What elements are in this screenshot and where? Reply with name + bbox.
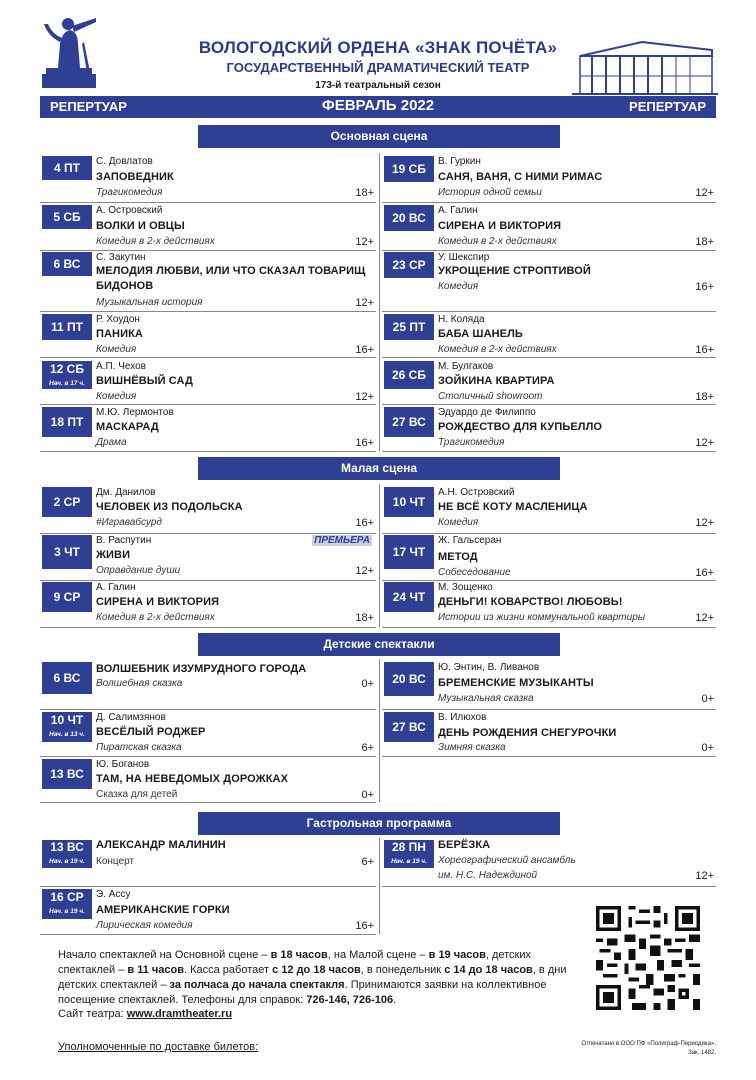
show-genre: Комедия в 2-х действиях	[96, 236, 215, 247]
row-divider	[382, 250, 716, 251]
theatre-title-line1: ВОЛОГОДСКИЙ ОРДЕНА «ЗНАК ПОЧЁТА»	[198, 38, 558, 57]
repertoire-label-left: РЕПЕРТУАР	[50, 99, 127, 114]
date-badge: 27 ВС	[384, 407, 434, 437]
date-badge: 5 СБ	[42, 205, 92, 229]
date-badge: 23 СР	[384, 252, 434, 278]
show-item	[382, 407, 716, 451]
date-badge: 13 ВС Нач. в 19 ч.	[42, 840, 92, 868]
date-badge: 24 ЧТ	[384, 582, 434, 612]
show-item	[382, 840, 716, 886]
date-badge: 3 ЧТ	[42, 535, 92, 569]
show-genre: Трагикомедия	[438, 437, 505, 448]
show-genre: Комедия в 2-х действиях	[96, 612, 215, 623]
age-rating: 12+	[695, 437, 714, 449]
column-divider	[379, 153, 380, 451]
show-author: А.П. Чехов	[96, 361, 146, 372]
show-title: БАБА ШАНЕЛЬ	[438, 328, 523, 340]
age-rating: 16+	[355, 437, 374, 449]
show-author: М. Булгаков	[438, 361, 494, 372]
row-divider	[382, 357, 716, 358]
show-title: ДЕНЬ РОЖДЕНИЯ СНЕГУРОЧКИ	[438, 727, 617, 739]
show-item	[40, 156, 376, 200]
show-item	[382, 156, 716, 200]
age-rating: 16+	[695, 344, 714, 356]
age-rating: 0+	[361, 789, 374, 801]
show-author: Ю. Боганов	[96, 759, 150, 770]
show-author: Ю. Энтин, В. Ливанов	[438, 662, 540, 673]
show-item	[40, 662, 376, 706]
show-genre: Собеседование	[438, 567, 511, 578]
show-genre: Зимняя сказка	[438, 742, 506, 753]
date-badge: 25 ПТ	[384, 314, 434, 340]
show-title: ВЕСЁЛЫЙ РОДЖЕР	[96, 726, 206, 738]
show-genre: Оправдание души	[96, 565, 181, 576]
age-rating: 12+	[355, 565, 374, 577]
date-badge: 18 ПТ	[42, 407, 92, 437]
row-divider	[382, 886, 716, 887]
qr-code-icon[interactable]	[596, 906, 700, 1010]
age-rating: 16+	[355, 517, 374, 529]
show-author: В. Гуркин	[438, 156, 481, 167]
repertoire-label-right: РЕПЕРТУАР	[629, 99, 706, 114]
show-author: А. Островский	[96, 205, 163, 216]
age-rating: 12+	[695, 187, 714, 199]
show-item	[40, 407, 376, 451]
show-title: АЛЕКСАНДР МАЛИНИН	[96, 839, 226, 851]
date-badge: 12 СБ Нач. в 17 ч.	[42, 361, 92, 389]
age-rating: 12+	[355, 297, 374, 309]
show-genre: Комедия	[96, 344, 137, 355]
show-author: С. Закутин	[96, 252, 146, 263]
show-author: Эдуардо де Филиппо	[438, 407, 536, 418]
age-rating: 12+	[695, 870, 714, 882]
show-genre: Сказка для детей	[96, 789, 178, 800]
date-badge: 4 ПТ	[42, 156, 92, 180]
date-badge: 10 ЧТ Нач. в 13 ч.	[42, 712, 92, 742]
show-title: АМЕРИКАНСКИЕ ГОРКИ	[96, 904, 230, 916]
section-small-stage: Малая сцена	[198, 457, 560, 480]
date-badge: 13 ВС	[42, 759, 92, 789]
age-rating: 12+	[355, 236, 374, 248]
row-divider	[40, 357, 376, 358]
show-author: А. Галин	[438, 205, 478, 216]
show-item	[40, 252, 376, 312]
date-badge: 6 ВС	[42, 662, 92, 694]
theatre-title-line2: ГОСУДАРСТВЕННЫЙ ДРАМАТИЧЕСКИЙ ТЕАТР	[226, 60, 530, 75]
age-rating: 16+	[355, 920, 374, 932]
header	[0, 0, 756, 96]
show-author: Дм. Данилов	[96, 487, 156, 498]
theatre-building-logo	[572, 36, 718, 96]
row-divider	[382, 311, 716, 312]
show-title: УКРОЩЕНИЕ СТРОПТИВОЙ	[438, 265, 591, 277]
date-badge: 9 СР	[42, 582, 92, 612]
show-genre: Волшебная сказка	[96, 678, 183, 689]
show-author: В. Илюхов	[438, 712, 487, 723]
show-genre: Комедия	[438, 517, 479, 528]
age-rating: 0+	[701, 742, 714, 754]
date-badge: 20 ВС	[384, 662, 434, 696]
printer-note: Отпечатано в ООО ПФ «Полиграф-Периодика». Зак. 1482.	[581, 1041, 716, 1056]
show-item	[382, 205, 716, 249]
row-divider	[40, 250, 376, 251]
section-kids: Детские спектакли	[198, 633, 560, 656]
row-divider	[382, 580, 716, 581]
age-rating: 18+	[695, 236, 714, 248]
row-divider	[40, 311, 376, 312]
row-divider	[40, 404, 376, 405]
show-item	[40, 361, 376, 405]
show-genre: Драма	[96, 437, 127, 448]
date-badge: 16 СР Нач. в 19 ч.	[42, 889, 92, 919]
show-author: У. Шекспир	[438, 252, 490, 263]
show-genre: Комедия в 2-х действиях	[438, 344, 557, 355]
age-rating: 6+	[361, 856, 374, 868]
show-author: Р. Хоудон	[96, 314, 140, 325]
row-divider	[40, 627, 376, 628]
show-title: МАСКАРАД	[96, 421, 159, 433]
age-rating: 6+	[361, 742, 374, 754]
section-main-stage: Основная сцена	[198, 125, 560, 148]
age-rating: 18+	[355, 187, 374, 199]
row-divider	[40, 709, 376, 710]
column-divider	[379, 484, 380, 627]
show-genre: Концерт	[96, 856, 135, 867]
row-divider	[382, 756, 716, 757]
age-rating: 0+	[361, 678, 374, 690]
show-author: А. Галин	[96, 582, 136, 593]
show-item	[382, 582, 716, 626]
show-genre: Трагикомедия	[96, 187, 163, 198]
show-genre: Комедия в 2-х действиях	[438, 236, 557, 247]
show-title: МЕТОД	[438, 551, 478, 563]
show-item	[40, 712, 376, 756]
show-item	[382, 535, 716, 579]
show-item	[382, 487, 716, 531]
row-divider	[40, 202, 376, 203]
show-title: ТАМ, НА НЕВЕДОМЫХ ДОРОЖКАХ	[96, 773, 289, 785]
show-item	[40, 582, 376, 626]
age-rating: 16+	[355, 344, 374, 356]
date-badge: 17 ЧТ	[384, 535, 434, 569]
show-item	[40, 889, 376, 933]
show-genre: Музыкальная сказка	[438, 693, 534, 704]
show-item	[382, 662, 716, 706]
show-author: Д. Салимзянов	[96, 712, 166, 723]
show-title: ЖИВИ	[96, 549, 131, 561]
show-author: Н. Коляда	[438, 314, 485, 325]
age-rating: 0+	[701, 693, 714, 705]
show-genre: Комедия	[438, 281, 479, 292]
show-item	[40, 535, 376, 579]
season-label: 173-й театральный сезон	[315, 80, 441, 91]
date-badge: 10 ЧТ	[384, 487, 434, 517]
row-divider	[40, 886, 376, 887]
show-title: ЧЕЛОВЕК ИЗ ПОДОЛЬСКА	[96, 501, 243, 513]
row-divider	[382, 404, 716, 405]
show-title: БРЕМЕНСКИЕ МУЗЫКАНТЫ	[438, 677, 594, 689]
show-author: С. Довлатов	[96, 156, 153, 167]
date-badge: 19 СБ	[384, 156, 434, 182]
row-divider	[40, 451, 376, 452]
show-author: М. Зощенко	[438, 582, 493, 593]
show-title: РОЖДЕСТВО ДЛЯ КУПЬЕЛЛО	[438, 421, 603, 433]
show-author: В. Распутин	[96, 535, 152, 546]
show-title: ДЕНЬГИ! КОВАРСТВО! ЛЮБОВЬ!	[438, 596, 623, 608]
show-item	[40, 759, 376, 803]
age-rating: 12+	[695, 517, 714, 529]
show-author: М.Ю. Лермонтов	[96, 407, 174, 418]
section-tour: Гастрольная программа	[198, 812, 560, 835]
date-badge: 20 ВС	[384, 205, 434, 231]
column-divider	[379, 838, 380, 934]
site-link[interactable]: www.dramtheater.ru	[126, 1008, 233, 1020]
month-label: ФЕВРАЛЬ 2022	[321, 97, 435, 114]
show-title: ЗОЙКИНА КВАРТИРА	[438, 375, 555, 387]
show-genre: Лирическая комедия	[96, 920, 193, 931]
site-line: Сайт театра: www.dramtheater.ru	[58, 1008, 233, 1020]
age-rating: 18+	[355, 612, 374, 624]
age-rating: 12+	[695, 612, 714, 624]
show-item	[382, 361, 716, 405]
column-divider	[379, 659, 380, 802]
show-title: БЕРЁЗКА	[438, 839, 491, 851]
age-rating: 16+	[695, 567, 714, 579]
show-genre: Пиратская сказка	[96, 742, 182, 753]
show-title: САНЯ, ВАНЯ, С НИМИ РИМАС	[438, 171, 603, 183]
date-badge: 28 ПН Нач. в 19 ч.	[384, 840, 434, 868]
show-author: Э. Ассу	[96, 889, 131, 900]
show-title: СИРЕНА И ВИКТОРИЯ	[438, 220, 562, 232]
show-author: А.Н. Островский	[438, 487, 515, 498]
date-badge: 26 СБ	[384, 361, 434, 389]
show-author: Ж. Гальсеран	[438, 535, 502, 546]
row-divider	[382, 627, 716, 628]
row-divider	[382, 533, 716, 534]
date-badge: 2 СР	[42, 487, 92, 517]
show-item	[40, 840, 376, 884]
date-badge: 6 ВС	[42, 252, 92, 276]
show-item	[40, 205, 376, 249]
show-title: ВОЛШЕБНИК ИЗУМРУДНОГО ГОРОДА	[96, 663, 307, 675]
show-item	[40, 314, 376, 358]
show-genre: #Игравабсурд	[96, 517, 162, 528]
show-title: НЕ ВСЁ КОТУ МАСЛЕНИЦА	[438, 501, 588, 513]
row-divider	[40, 934, 376, 935]
row-divider	[382, 709, 716, 710]
premiere-badge: ПРЕМЬЕРА	[314, 535, 370, 546]
show-title: ПАНИКА	[96, 328, 143, 340]
row-divider	[40, 580, 376, 581]
show-genre: История одной семьи	[438, 187, 542, 198]
show-genre: Музыкальная история	[96, 297, 203, 308]
show-title: СИРЕНА И ВИКТОРИЯ	[96, 596, 220, 608]
show-title: ВИШНЁВЫЙ САД	[96, 375, 193, 387]
show-item	[382, 712, 716, 756]
show-item	[382, 252, 716, 308]
age-rating: 12+	[355, 391, 374, 403]
show-item	[382, 314, 716, 358]
theatre-muse-logo	[38, 14, 100, 90]
row-divider	[40, 533, 376, 534]
show-genre: Истории из жизни коммунальной квартиры	[438, 612, 646, 623]
row-divider	[382, 451, 716, 452]
row-divider	[382, 202, 716, 203]
info-paragraph: Начало спектаклей на Основной сцене – в 18 часов, на Малой сцене – в 19 часов, детских спектаклей – в 11 часов. Касса работает с 12 до 18 часов, в понедельник с 14 до 18 часов, в дни детских спектаклей – за полчаса до начала спектакля. Принимаются заявки на коллективное посещение спектаклей. Телефоны для справок: 726-146, 726-106.	[58, 949, 567, 1006]
repertoire-bar	[40, 96, 716, 118]
show-title: ВОЛКИ И ОВЦЫ	[96, 220, 185, 232]
age-rating: 18+	[695, 391, 714, 403]
date-badge: 27 ВС	[384, 712, 434, 742]
show-genre-line2: им. Н.С. Надеждиной	[438, 870, 538, 881]
show-genre: Хореографический ансамбль	[438, 855, 576, 866]
show-title: МЕЛОДИЯ ЛЮБВИ, ИЛИ ЧТО СКАЗАЛ ТОВАРИЩ БИДОНОВ	[96, 265, 366, 292]
show-genre: Комедия	[96, 391, 137, 402]
delivery-label: Уполномоченные по доставке билетов:	[58, 1041, 259, 1053]
show-item	[40, 487, 376, 531]
row-divider	[40, 802, 376, 803]
show-genre: Столичный showroom	[438, 391, 543, 402]
age-rating: 16+	[695, 281, 714, 293]
row-divider	[40, 756, 376, 757]
show-title: ЗАПОВЕДНИК	[96, 171, 174, 183]
date-badge: 11 ПТ	[42, 314, 92, 340]
